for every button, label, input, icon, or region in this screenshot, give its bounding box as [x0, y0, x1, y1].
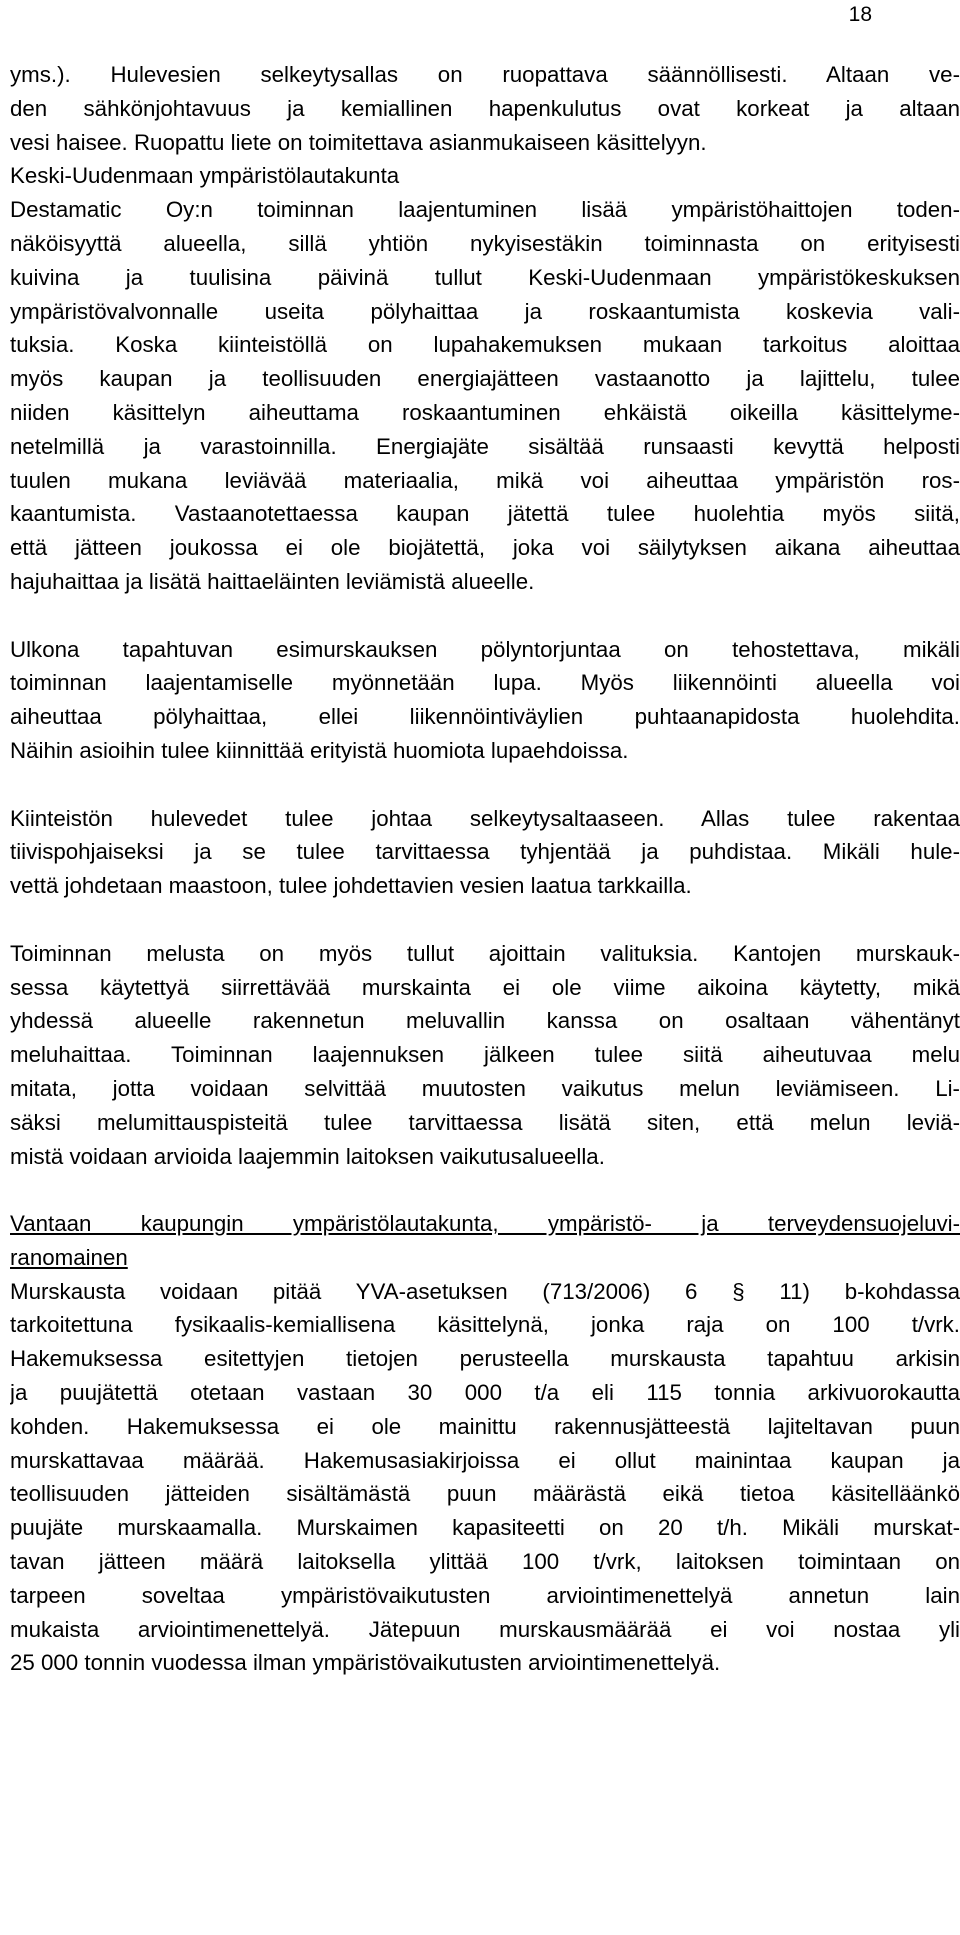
text-line: yms.). Hulevesien selkeytysallas on ruopattava säännöllisesti. Altaan ve-: [10, 62, 960, 87]
text-line: Hakemuksessa esitettyjen tietojen perusteella murskausta tapahtuu arkisin: [10, 1346, 960, 1372]
text-line: Ulkona tapahtuvan esimurskauksen pölyntorjuntaa on tehostettava, mikäli: [10, 636, 960, 662]
text-line: tarpeen soveltaa ympäristövaikutusten arviointimenettelyä annetun lain: [10, 1582, 960, 1608]
text-line: mukaista arviointimenettelyä. Jätepuun murskausmäärää ei voi nostaa yli: [10, 1616, 960, 1642]
text-line: Kiinteistön hulevedet tulee johtaa selkeytysaltaaseen. Allas tulee rakentaa: [10, 805, 960, 831]
text-line: tavan jätteen määrä laitoksella ylittää 100 t/vrk, laitoksen toimintaan on: [10, 1549, 960, 1575]
text-line: meluhaittaa. Toiminnan laajennuksen jälkeen tulee siitä aiheutuvaa melu: [10, 1042, 960, 1068]
text-line: säksi melumittauspisteitä tulee tarvittaessa lisätä siten, että melun leviä-: [10, 1109, 960, 1135]
section-heading: Vantaan kaupungin ympäristölautakunta, ympäristö- ja terveydensuojeluvi-: [10, 1211, 960, 1237]
text-line: sessa käytettyä siirrettävää murskainta ei ole viime aikoina käytetty, mikä: [10, 974, 960, 1000]
text-line: Destamatic Oy:n toiminnan laajentuminen lisää ympäristöhaittojen toden-: [10, 197, 960, 223]
page-number: 18: [848, 3, 872, 26]
section-vantaan-ymparistolautakunta: [10, 1207, 960, 1680]
section-heading: ranomainen: [10, 1244, 128, 1270]
paragraph-spacer: [10, 1173, 960, 1207]
text-line: Toiminnan melusta on myös tullut ajoittain valituksia. Kantojen murskauk-: [10, 940, 960, 966]
text-line: myös kaupan ja teollisuuden energiajätteen vastaanotto ja lajittelu, tulee: [10, 366, 960, 392]
text-line: ympäristövalvonnalle useita pölyhaittaa ja roskaantumista koskevia vali-: [10, 298, 960, 324]
text-line: Näihin asioihin tulee kiinnittää erityistä huomiota lupaehdoissa.: [10, 737, 629, 763]
text-line: puujäte murskaamalla. Murskaimen kapasiteetti on 20 t/h. Mikäli murskat-: [10, 1515, 960, 1541]
text-line: kohden. Hakemuksessa ei ole mainittu rakennusjätteestä lajiteltavan puun: [10, 1413, 960, 1439]
text-line: tarkoitettuna fysikaalis-kemiallisena käsittelynä, jonka raja on 100 t/vrk.: [10, 1312, 960, 1338]
text-line: yhdessä alueelle rakennetun meluvallin kanssa on osaltaan vähentänyt: [10, 1008, 960, 1034]
text-line: kuivina ja tuulisina päivinä tullut Keski-Uudenmaan ympäristökeskuksen: [10, 264, 960, 290]
text-line: vettä johdetaan maastoon, tulee johdettavien vesien laatua tarkkailla.: [10, 873, 692, 899]
text-line: vesi haisee. Ruopattu liete on toimitettava asianmukaiseen käsittelyyn.: [10, 129, 707, 155]
text-line: aiheuttaa pölyhaittaa, ellei liikennöintiväylien puhtaanapidosta huolehdita.: [10, 704, 960, 730]
text-line: teollisuuden jätteiden sisältämästä puun määrästä eikä tietoa käsitelläänkö: [10, 1481, 960, 1507]
paragraph-kiinteiston-hulevedet: [10, 802, 960, 903]
text-line: näköisyyttä alueella, sillä yhtiön nykyisestäkin toiminnasta on erityisesti: [10, 230, 960, 256]
text-line: tiivispohjaiseksi ja se tulee tarvittaessa tyhjentää ja puhdistaa. Mikäli hule-: [10, 839, 960, 865]
text-line: ja puujätettä otetaan vastaan 30 000 t/a eli 115 tonnia arkivuorokautta: [10, 1380, 960, 1406]
paragraph-esimurskaus-polyntorjunta: [10, 633, 960, 768]
text-line: 25 000 tonnin vuodessa ilman ympäristövaikutusten arviointimenettelyä.: [10, 1650, 721, 1676]
paragraph-spacer: [10, 903, 960, 937]
text-line: mistä voidaan arvioida laajemmin laitoksen vaikutusalueella.: [10, 1143, 605, 1169]
paragraph-toiminnan-melu: [10, 937, 960, 1174]
paragraph-spacer: [10, 599, 960, 633]
section-keski-uudenmaan-ymparistolautakunta: [10, 159, 960, 598]
text-line: mitata, jotta voidaan selvittää muutosten vaikutus melun leviämiseen. Li-: [10, 1075, 960, 1101]
text-line: tuksia. Koska kiinteistöllä on lupahakemuksen mukaan tarkoitus aloittaa: [10, 332, 960, 358]
paragraph-spacer: [10, 768, 960, 802]
text-line: Murskausta voidaan pitää YVA-asetuksen (713/2006) 6 § 11) b-kohdassa: [10, 1278, 960, 1304]
text-line: hajuhaittaa ja lisätä haittaeläinten leviämistä alueelle.: [10, 568, 535, 594]
text-line: den sähkönjohtavuus ja kemiallinen hapenkulutus ovat korkeat ja altaan: [10, 95, 960, 121]
text-line: kaantumista. Vastaanotettaessa kaupan jätettä tulee huolehtia myös siitä,: [10, 501, 960, 527]
text-line: niiden käsittelyn aiheuttama roskaantuminen ehkäistä oikeilla käsittelyme-: [10, 399, 960, 425]
text-line: että jätteen joukossa ei ole biojätettä, joka voi säilytyksen aikana aiheuttaa: [10, 535, 960, 561]
section-heading: Keski-Uudenmaan ympäristölautakunta: [10, 163, 400, 189]
paragraph-hulevesien-selkeytysallas: [10, 58, 960, 159]
document-body: [10, 58, 960, 1680]
text-line: tuulen mukana leviävää materiaalia, mikä voi aiheuttaa ympäristön ros-: [10, 467, 960, 493]
text-line: netelmillä ja varastoinnilla. Energiajäte sisältää runsaasti kevyttä helposti: [10, 433, 960, 459]
text-line: toiminnan laajentamiselle myönnetään lupa. Myös liikennöinti alueella voi: [10, 670, 960, 696]
text-line: murskattavaa määrää. Hakemusasiakirjoissa ei ollut mainintaa kaupan ja: [10, 1447, 960, 1473]
